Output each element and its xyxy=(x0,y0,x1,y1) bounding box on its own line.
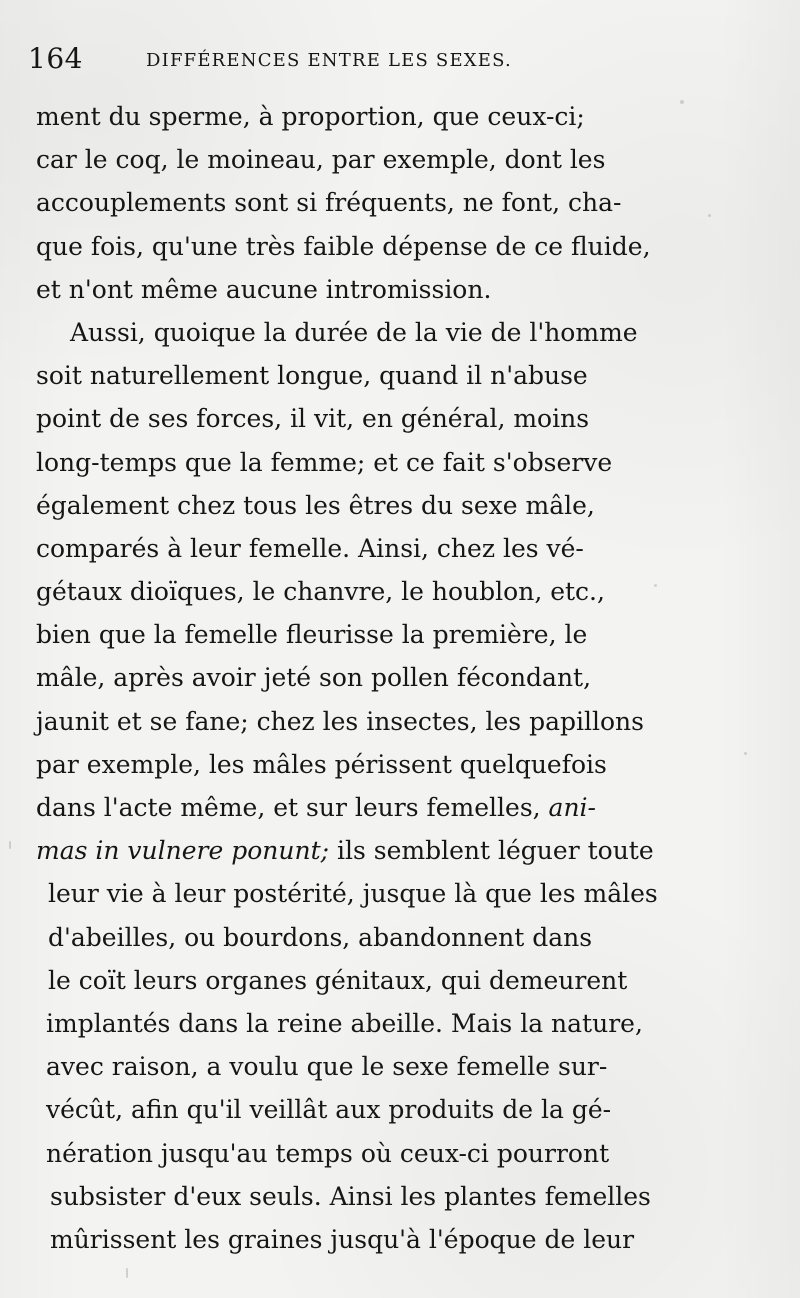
text-line: jaunit et se fane; chez les insectes, les papillons xyxy=(36,706,644,736)
text-line: long-temps que la femme; et ce fait s'observe xyxy=(36,447,613,477)
page-header xyxy=(28,42,648,82)
running-head: DIFFÉRENCES ENTRE LES SEXES. xyxy=(146,50,512,71)
text-line: mâle, après avoir jeté son pollen fécondant, xyxy=(36,663,592,693)
text-fragment: dans l'acte même, et sur leurs femelles, xyxy=(36,793,549,822)
paper-speck xyxy=(126,1268,128,1278)
text-line: d'abeilles, ou bourdons, abandonnent dans xyxy=(48,922,593,952)
text-line: comparés à leur femelle. Ainsi, chez les vé- xyxy=(36,533,584,563)
text-line xyxy=(36,786,696,829)
text-line: et n'ont même aucune intromission. xyxy=(36,274,492,304)
text-fragment: ils semblent léguer toute xyxy=(329,836,654,866)
text-line: leur vie à leur postérité, jusque là que les mâles xyxy=(48,879,658,909)
text-line: ment du sperme, à proportion, que ceux-ci; xyxy=(36,102,585,131)
text-line: avec raison, a voulu que le sexe femelle sur- xyxy=(46,1052,608,1082)
text-line: gétaux dioïques, le chanvre, le houblon, etc., xyxy=(36,577,605,607)
italic-fragment: ani- xyxy=(548,793,596,822)
paper-speck xyxy=(9,841,11,849)
text-line: bien que la femelle fleurisse la première, le xyxy=(36,620,588,650)
paper-speck xyxy=(708,214,711,217)
page-number: 164 xyxy=(28,42,83,75)
text-line: accouplements sont si fréquents, ne font, cha- xyxy=(36,188,622,218)
italic-fragment: mas in vulnere ponunt; xyxy=(36,836,330,866)
text-line: implantés dans la reine abeille. Mais la nature, xyxy=(46,1008,643,1038)
text-line: mûrissent les graines jusqu'à l'époque de leur xyxy=(50,1224,635,1254)
paper-speck xyxy=(744,752,747,755)
body-text xyxy=(36,95,696,1261)
text-line: le coït leurs organes génitaux, qui demeurent xyxy=(48,965,628,995)
text-line: soit naturellement longue, quand il n'abuse xyxy=(36,361,588,391)
text-line: que fois, qu'une très faible dépense de ce fluide, xyxy=(36,231,651,261)
text-line: nération jusqu'au temps où ceux-ci pourront xyxy=(46,1138,610,1168)
text-line: subsister d'eux seuls. Ainsi les plantes femelles xyxy=(50,1181,651,1211)
text-line: Aussi, quoique la durée de la vie de l'homme xyxy=(70,317,638,347)
text-line: également chez tous les êtres du sexe mâle, xyxy=(36,490,595,520)
text-line: point de ses forces, il vit, en général, moins xyxy=(36,404,590,434)
text-line xyxy=(36,829,696,872)
text-line: vécût, afin qu'il veillât aux produits de la gé- xyxy=(46,1095,612,1125)
text-line: par exemple, les mâles périssent quelquefois xyxy=(36,749,607,779)
text-line: car le coq, le moineau, par exemple, dont les xyxy=(36,145,606,175)
